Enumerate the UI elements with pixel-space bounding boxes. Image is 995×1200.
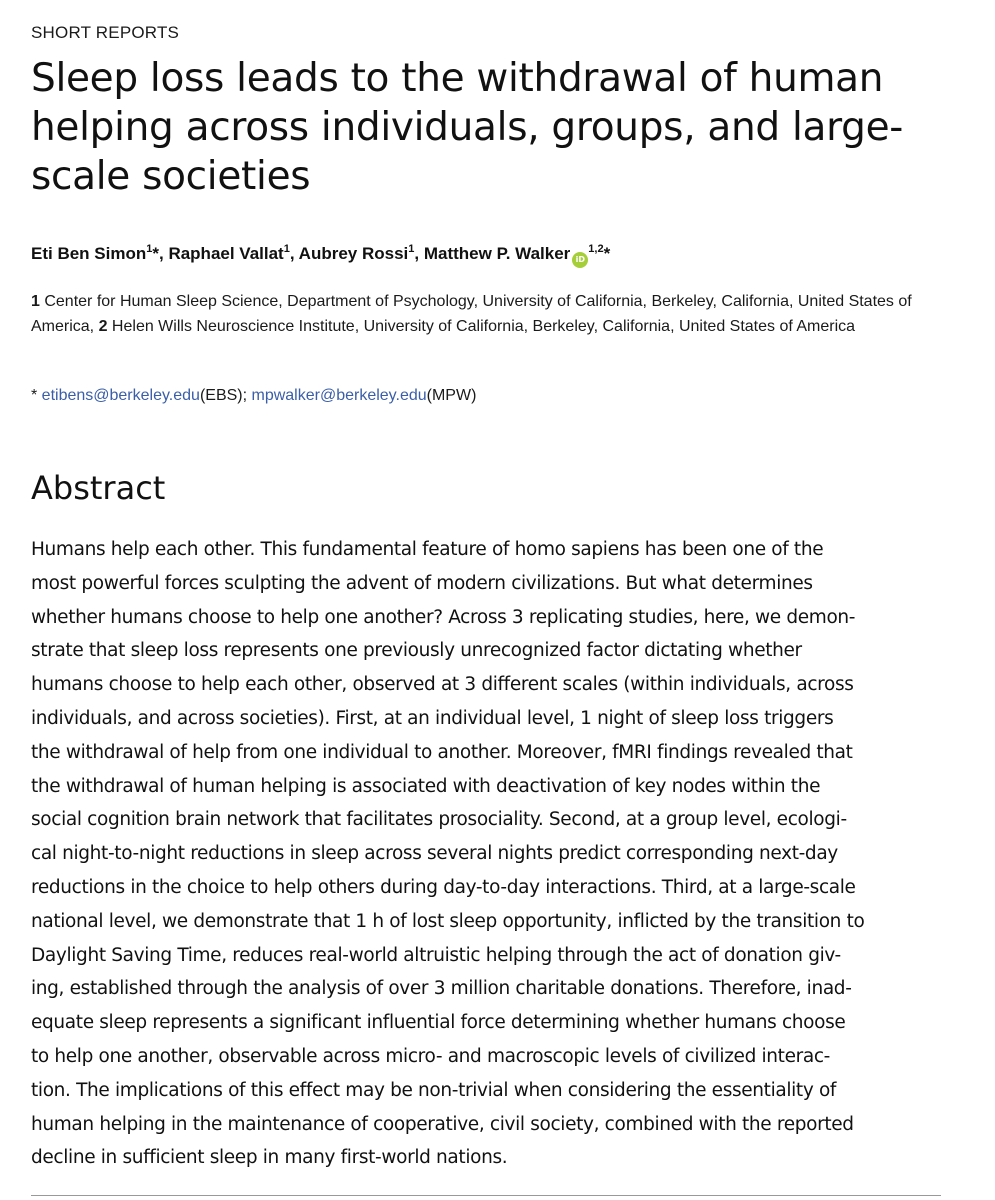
orcid-icon[interactable]: iD <box>572 252 588 268</box>
author-separator: , <box>158 244 169 263</box>
abstract-line: to help one another, observable across micro- and macroscopic levels of civilized interac- <box>31 1045 830 1067</box>
abstract-line: Humans help each other. This fundamental feature of homo sapiens has been one of the <box>31 539 824 560</box>
affiliation-text: Center for Human Sleep Science, Department of Psychology, University of California, Berkeley, California, United States of America, <box>31 293 912 335</box>
correspondence <box>31 387 476 405</box>
article-title: Sleep loss leads to the withdrawal of human helping across individuals, groups, and large-scale societies <box>31 56 904 199</box>
abstract-line: strate that sleep loss represents one previously unrecognized factor dictating whether <box>31 640 802 662</box>
abstract-line: human helping in the maintenance of cooperative, civil society, combined with the reported <box>31 1113 854 1135</box>
author-affiliation-sup: 1 <box>408 243 415 255</box>
footer-divider <box>31 1195 941 1196</box>
correspondence-initials: (EBS); <box>199 387 252 404</box>
abstract-line: the withdrawal of help from one individual to another. Moreover, fMRI findings revealed that <box>31 741 853 763</box>
abstract-line: the withdrawal of human helping is associated with deactivation of key nodes within the <box>31 775 821 797</box>
author-list <box>31 244 610 268</box>
abstract-line: tion. The implications of this effect may be non-trivial when considering the essentiality of <box>31 1079 837 1101</box>
correspondence-initials: (MPW) <box>426 387 477 404</box>
abstract-line: equate sleep represents a significant influential force determining whether humans choose <box>31 1012 846 1034</box>
affiliation-number: 1 <box>31 293 40 310</box>
abstract-line: humans choose to help each other, observed at 3 different scales (within individuals, across <box>31 674 854 696</box>
affiliation-text: Helen Wills Neuroscience Institute, University of California, Berkeley, California, United States of America <box>107 317 856 335</box>
email-link-mpw[interactable]: mpwalker@berkeley.edu <box>251 387 427 404</box>
abstract-line: cal night-to-night reductions in sleep across several nights predict corresponding next-day <box>31 843 838 865</box>
author-name[interactable]: Aubrey Rossi <box>298 244 409 263</box>
abstract-heading: Abstract <box>31 469 166 507</box>
affiliations <box>31 290 943 339</box>
author-affiliation-sup: 1 <box>283 243 290 255</box>
author-name[interactable]: Matthew P. Walker <box>423 244 571 263</box>
abstract-line: Daylight Saving Time, reduces real-world altruistic helping through the act of donation giv- <box>31 944 841 966</box>
author-separator: , <box>414 244 424 263</box>
abstract-line: reductions in the choice to help others during day-to-day interactions. Third, at a large-scale <box>31 876 856 898</box>
abstract-text <box>31 533 943 1175</box>
affiliation-number: 2 <box>98 317 108 335</box>
corresponding-mark: * <box>603 244 611 263</box>
abstract-line: decline in sufficient sleep in many first-world nations. <box>31 1147 508 1169</box>
author-separator: , <box>289 244 299 263</box>
correspondence-star: * <box>31 387 42 404</box>
corresponding-mark: * <box>152 244 159 263</box>
author-name[interactable]: Raphael Vallat <box>168 244 284 263</box>
abstract-line: ing, established through the analysis of over 3 million charitable donations. Therefore, inad- <box>31 978 852 1000</box>
abstract-line: social cognition brain network that facilitates prosociality. Second, at a group level, ecologi- <box>31 809 847 831</box>
abstract-line: national level, we demonstrate that 1 h of lost sleep opportunity, inflicted by the transition to <box>31 910 865 932</box>
section-label: SHORT REPORTS <box>31 23 180 42</box>
author-affiliation-sup: 1 <box>146 243 153 255</box>
author-name[interactable]: Eti Ben Simon <box>31 244 147 263</box>
abstract-line: most powerful forces sculpting the advent of modern civilizations. But what determines <box>31 572 813 594</box>
email-link-ebs[interactable]: etibens@berkeley.edu <box>41 387 200 404</box>
abstract-line: whether humans choose to help one another? Across 3 replicating studies, here, we demon- <box>31 606 856 628</box>
author-affiliation-sup: 1,2 <box>588 243 604 255</box>
abstract-line: individuals, and across societies). First, at an individual level, 1 night of sleep loss triggers <box>31 707 834 729</box>
